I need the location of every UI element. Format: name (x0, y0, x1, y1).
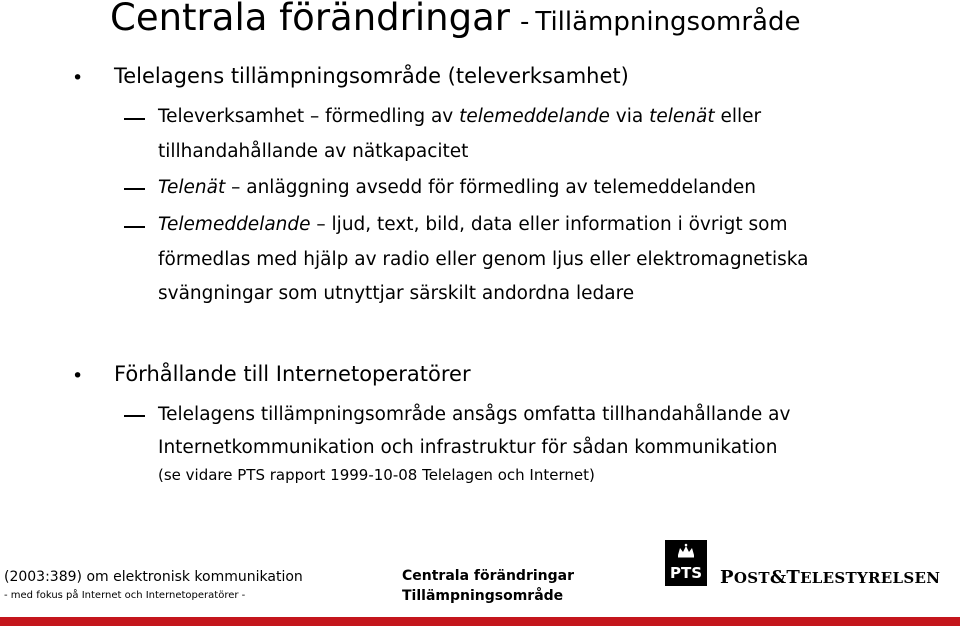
section1-item2: Telenät – anläggning avsedd för förmedling av telemeddelanden (158, 177, 757, 198)
slide-title (110, 0, 800, 39)
dash-icon (124, 188, 145, 190)
footer-section-title: Centrala förändringar Tillämpningsområde (402, 568, 574, 604)
post-telestyrelsen-brand: POST&TELESTYRELSEN (720, 567, 941, 588)
term-telenat: telenät (649, 106, 715, 127)
bullet-icon: • (72, 67, 84, 89)
section1-item3-line3: svängningar som utnyttjar särskilt andordna ledare (158, 283, 635, 304)
section2-heading: Förhållande till Internetoperatörer (114, 362, 471, 386)
bullet-icon: • (72, 365, 84, 387)
footer-law-subtitle: - med fokus på Internet och Internetoperatörer - (4, 590, 246, 601)
term-telemeddelande-def: Telemeddelande (158, 214, 311, 235)
section2-item-line1: Telelagens tillämpningsområde ansågs omfatta tillhandahållande av (158, 404, 791, 425)
section1-item3-line2: förmedlas med hjälp av radio eller genom ljus eller elektromagnetiska (158, 249, 809, 270)
term-telemeddelande: telemeddelande (459, 106, 610, 127)
pts-logo-icon (665, 540, 707, 586)
title-subtitle: Tillämpningsområde (535, 7, 801, 37)
footer-law-title: (2003:389) om elektronisk kommunikation (4, 569, 303, 585)
logo-text: PTS (669, 564, 703, 582)
section1-item1-line1: Televerksamhet – förmedling av telemeddelande via telenät eller (158, 106, 762, 127)
term-telenat-def: Telenät (158, 177, 226, 198)
dash-icon (124, 415, 145, 417)
section1-heading: Telelagens tillämpningsområde (televerksamhet) (114, 64, 629, 88)
section1-item3-line1: Telemeddelande – ljud, text, bild, data eller information i övrigt som (158, 214, 788, 235)
dash-icon (124, 118, 145, 120)
title-separator: - (519, 7, 530, 37)
footer-accent-bar (0, 617, 960, 626)
dash-icon (124, 226, 145, 228)
crown-logo-icon (665, 540, 707, 586)
section2-item-line2: Internetkommunikation och infrastruktur för sådan kommunikation (158, 437, 778, 458)
section1-item1-line2: tillhandahållande av nätkapacitet (158, 141, 469, 162)
section2-note: (se vidare PTS rapport 1999-10-08 Telelagen och Internet) (158, 466, 595, 484)
title-main: Centrala förändringar (110, 0, 510, 39)
